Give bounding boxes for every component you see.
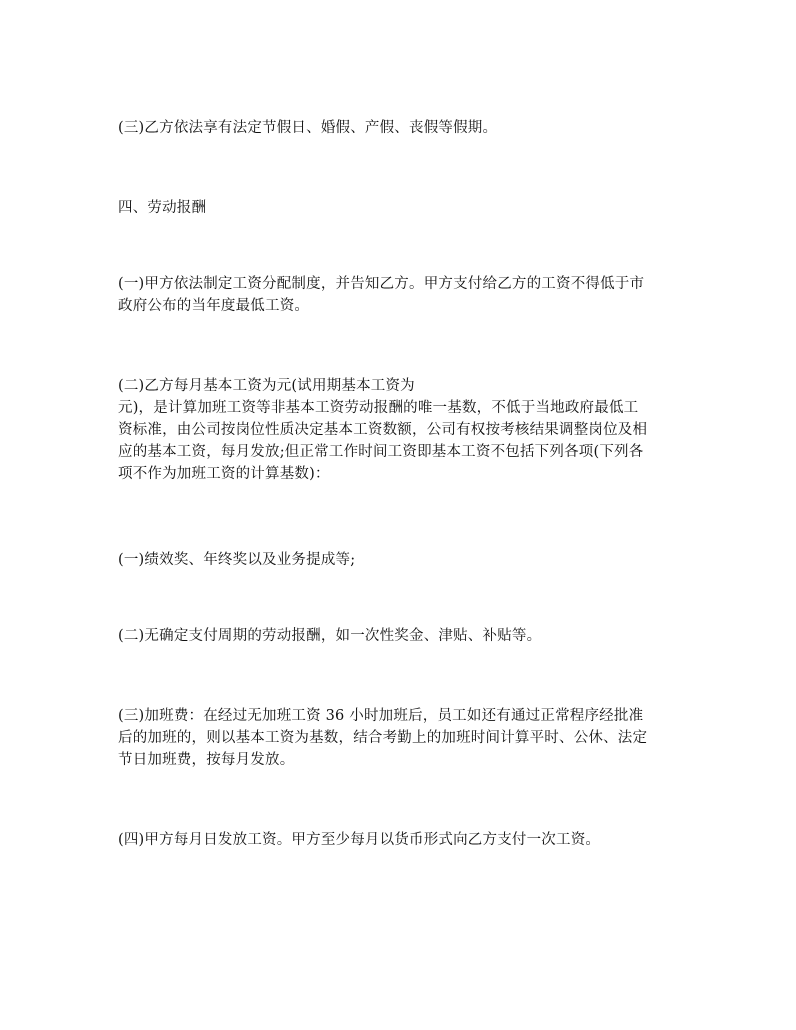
text-line: (一)绩效奖、年终奖以及业务提成等; <box>118 552 356 568</box>
paragraph-base-salary <box>118 375 688 485</box>
text-line: 政府公布的当年度最低工资。 <box>118 298 310 314</box>
text-line: (三)乙方依法享有法定节假日、婚假、产假、丧假等假期。 <box>118 120 498 136</box>
text-line: (一)甲方依法制定工资分配制度，并告知乙方。甲方支付给乙方的工资不得低于市 <box>118 276 645 292</box>
text-line: 应的基本工资，每月发放;但正常工作时间工资即基本工资不包括下列各项(下列各 <box>118 444 644 460</box>
section-heading-labor-remuneration <box>118 197 688 219</box>
paragraph-wage-system <box>118 273 688 317</box>
text-line: 节日加班费，按每月发放。 <box>118 752 295 768</box>
paragraph-payment-schedule <box>118 829 688 851</box>
paragraph-overtime-pay <box>118 705 688 771</box>
text-line: (二)无确定支付周期的劳动报酬，如一次性奖金、津贴、补贴等。 <box>118 628 542 644</box>
paragraph-holiday-rights <box>118 117 688 139</box>
text-line: 项不作为加班工资的计算基数)： <box>118 466 330 482</box>
text-line: 元)，是计算加班工资等非基本工资劳动报酬的唯一基数，不低于当地政府最低工 <box>118 400 639 416</box>
text-line: (四)甲方每月日发放工资。甲方至少每月以货币形式向乙方支付一次工资。 <box>118 832 601 848</box>
text-line: 四、劳动报酬 <box>118 200 207 216</box>
paragraph-bonus-items <box>118 549 688 571</box>
paragraph-irregular-remuneration <box>118 625 688 647</box>
text-line: 资标准，由公司按岗位性质决定基本工资数额，公司有权按考核结果调整岗位及相 <box>118 422 648 438</box>
text-line: 后的加班的，则以基本工资为基数，结合考勤上的加班时间计算平时、公休、法定 <box>118 730 648 746</box>
text-line: (三)加班费：在经过无加班工资 36 小时加班后，员工如还有通过正常程序经批准 <box>118 708 644 724</box>
text-line: (二)乙方每月基本工资为元(试用期基本工资为 <box>118 378 415 394</box>
